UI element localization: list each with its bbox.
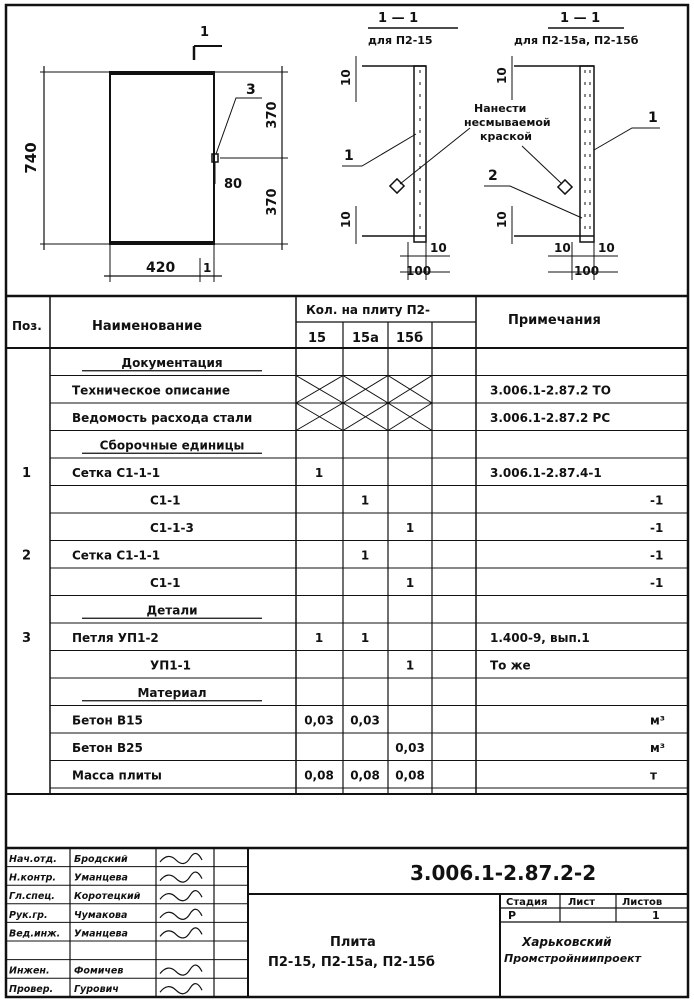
row-name: Бетон В15 xyxy=(72,713,143,728)
dim-100-left: 100 xyxy=(406,264,432,278)
signer-role: Н.контр. xyxy=(9,872,57,884)
section-heading: Документация xyxy=(121,355,223,370)
dim-10-g: 10 xyxy=(598,241,615,255)
row-note: 3.006.1-2.87.4-1 xyxy=(490,465,602,480)
signer-role: Провер. xyxy=(9,984,54,996)
dim-hook: 80 xyxy=(224,177,243,192)
signer-role: Инжен. xyxy=(9,965,50,977)
note-line: краской xyxy=(480,130,533,143)
row-note: м³ xyxy=(650,740,666,755)
row-qty: 1 xyxy=(405,658,415,673)
section-left-title: 1 — 1 xyxy=(378,11,419,26)
row-qty: 0,08 xyxy=(350,768,380,783)
signer-role: Гл.спец. xyxy=(9,891,55,903)
signer-name: Бродский xyxy=(74,854,128,865)
signer-role: Рук.гр. xyxy=(9,909,48,921)
header-notes: Примечания xyxy=(508,313,601,328)
row-qty: 1 xyxy=(314,465,324,480)
row-note: 3.006.1-2.87.2 РС xyxy=(490,410,611,425)
signature-rows xyxy=(6,853,248,995)
org-line2: Промстройниипроект xyxy=(504,952,642,965)
section-view-left xyxy=(339,11,458,280)
row-name: Сетка С1-1-1 xyxy=(72,465,161,480)
marking-diamond xyxy=(390,179,404,193)
doc-title-line2: П2-15, П2-15а, П2-15б xyxy=(268,955,436,970)
section-right-title: 1 — 1 xyxy=(560,11,601,26)
handwritten-signature xyxy=(160,853,202,863)
row-note: т xyxy=(650,768,657,783)
leader-label-1-left: 1 xyxy=(344,148,354,164)
section-heading: Материал xyxy=(137,685,207,700)
row-pos: 2 xyxy=(22,548,32,564)
row-name: Ведомость расхода стали xyxy=(72,410,253,425)
row-name: С1-1-3 xyxy=(150,520,194,535)
row-note: -1 xyxy=(650,548,664,563)
dim-10-b: 10 xyxy=(339,211,353,228)
sheets-label: Листов xyxy=(622,897,663,908)
note-line: Нанести xyxy=(474,102,527,115)
section-right-sub: для П2-15а, П2-15б xyxy=(514,34,639,47)
specification-table xyxy=(6,296,688,794)
stage-value: Р xyxy=(508,909,517,922)
org-line1: Харьковский xyxy=(522,935,612,949)
leader-line-3 xyxy=(216,98,262,154)
paint-note xyxy=(400,102,562,184)
row-name: Петля УП1-2 xyxy=(72,630,159,645)
dim-width-small: 1 xyxy=(203,261,212,275)
row-qty: 1 xyxy=(360,548,370,563)
handwritten-signature xyxy=(160,928,202,938)
row-note: -1 xyxy=(650,575,664,590)
row-name: Техническое описание xyxy=(72,383,230,398)
note-line: несмываемой xyxy=(464,116,551,129)
doc-title-line1: Плита xyxy=(330,935,376,950)
row-qty: 1 xyxy=(405,575,415,590)
signer-role: Нач.отд. xyxy=(9,854,57,865)
signer-name: Фомичев xyxy=(74,965,124,977)
row-qty: 0,03 xyxy=(350,713,380,728)
row-qty: 1 xyxy=(360,493,370,508)
row-note: 3.006.1-2.87.2 ТО xyxy=(490,383,611,398)
row-qty: 0,03 xyxy=(304,713,334,728)
handwritten-signature xyxy=(160,984,202,994)
row-name: Бетон В25 xyxy=(72,740,143,755)
handwritten-signature xyxy=(160,909,202,919)
row-note: То же xyxy=(490,658,531,673)
signer-role: Вед.инж. xyxy=(9,928,61,940)
dim-100-right: 100 xyxy=(574,264,600,278)
row-qty: 1 xyxy=(405,520,415,535)
handwritten-signature xyxy=(160,872,202,882)
slab-outline xyxy=(110,72,214,244)
row-name: УП1-1 xyxy=(150,658,191,673)
section-heading: Сборочные единицы xyxy=(99,438,245,453)
row-pos: 1 xyxy=(22,465,32,481)
row-qty: 0,03 xyxy=(395,740,425,755)
leader-label-1-right: 1 xyxy=(648,110,658,126)
title-block xyxy=(6,848,688,997)
plan-view xyxy=(22,25,288,282)
section-view-right xyxy=(484,11,660,280)
doc-code: 3.006.1-2.87.2-2 xyxy=(410,861,597,885)
row-note: -1 xyxy=(650,520,664,535)
leader-label-3: 3 xyxy=(246,82,256,98)
handwritten-signature xyxy=(160,891,202,901)
header-qty-col-15: 15 xyxy=(308,331,327,346)
signer-name: Гурович xyxy=(74,984,119,996)
row-note: 1.400-9, вып.1 xyxy=(490,630,590,645)
sheets-value: 1 xyxy=(652,909,660,922)
row-name: С1-1 xyxy=(150,575,181,590)
row-qty: 0,08 xyxy=(304,768,334,783)
row-name: С1-1 xyxy=(150,493,181,508)
row-qty: 1 xyxy=(314,630,324,645)
dim-lower: 370 xyxy=(265,188,280,216)
row-note: м³ xyxy=(650,713,666,728)
slab-section-right xyxy=(580,66,594,242)
leader-label-2: 2 xyxy=(488,168,498,184)
row-note: -1 xyxy=(650,493,664,508)
note-leader xyxy=(400,128,470,184)
signer-name: Уманцева xyxy=(74,928,128,940)
section-mark-label: 1 xyxy=(200,25,210,40)
row-qty: 1 xyxy=(360,630,370,645)
dim-height: 740 xyxy=(22,142,40,174)
handwritten-signature xyxy=(160,965,202,975)
row-qty: 0,08 xyxy=(395,768,425,783)
note-leader xyxy=(522,146,562,184)
dim-upper: 370 xyxy=(265,101,280,129)
section-heading: Детали xyxy=(146,603,198,618)
signer-name: Уманцева xyxy=(74,872,128,884)
table-body xyxy=(22,356,688,788)
signer-name: Чумакова xyxy=(74,909,128,921)
dim-10-d: 10 xyxy=(495,67,509,84)
leader-line-1-right xyxy=(594,128,660,150)
section-left-sub: для П2-15 xyxy=(368,34,433,47)
dim-10-c: 10 xyxy=(430,241,447,255)
header-qty: Кол. на плиту П2- xyxy=(306,303,430,317)
dim-10-a: 10 xyxy=(339,69,353,86)
row-name: Масса плиты xyxy=(72,768,162,783)
dim-10-e: 10 xyxy=(495,211,509,228)
stage-label: Стадия xyxy=(506,897,548,908)
sheet-label: Лист xyxy=(568,897,596,908)
signer-name: Коротецкий xyxy=(74,891,141,903)
row-name: Сетка С1-1-1 xyxy=(72,548,161,563)
row-pos: 3 xyxy=(22,630,32,646)
header-qty-col-15a: 15а xyxy=(352,331,379,346)
header-pos: Поз. xyxy=(12,319,42,333)
header-qty-col-15b: 15б xyxy=(396,331,424,346)
dim-10-f: 10 xyxy=(554,241,571,255)
header-name: Наименование xyxy=(92,319,203,334)
dim-width: 420 xyxy=(146,260,176,276)
